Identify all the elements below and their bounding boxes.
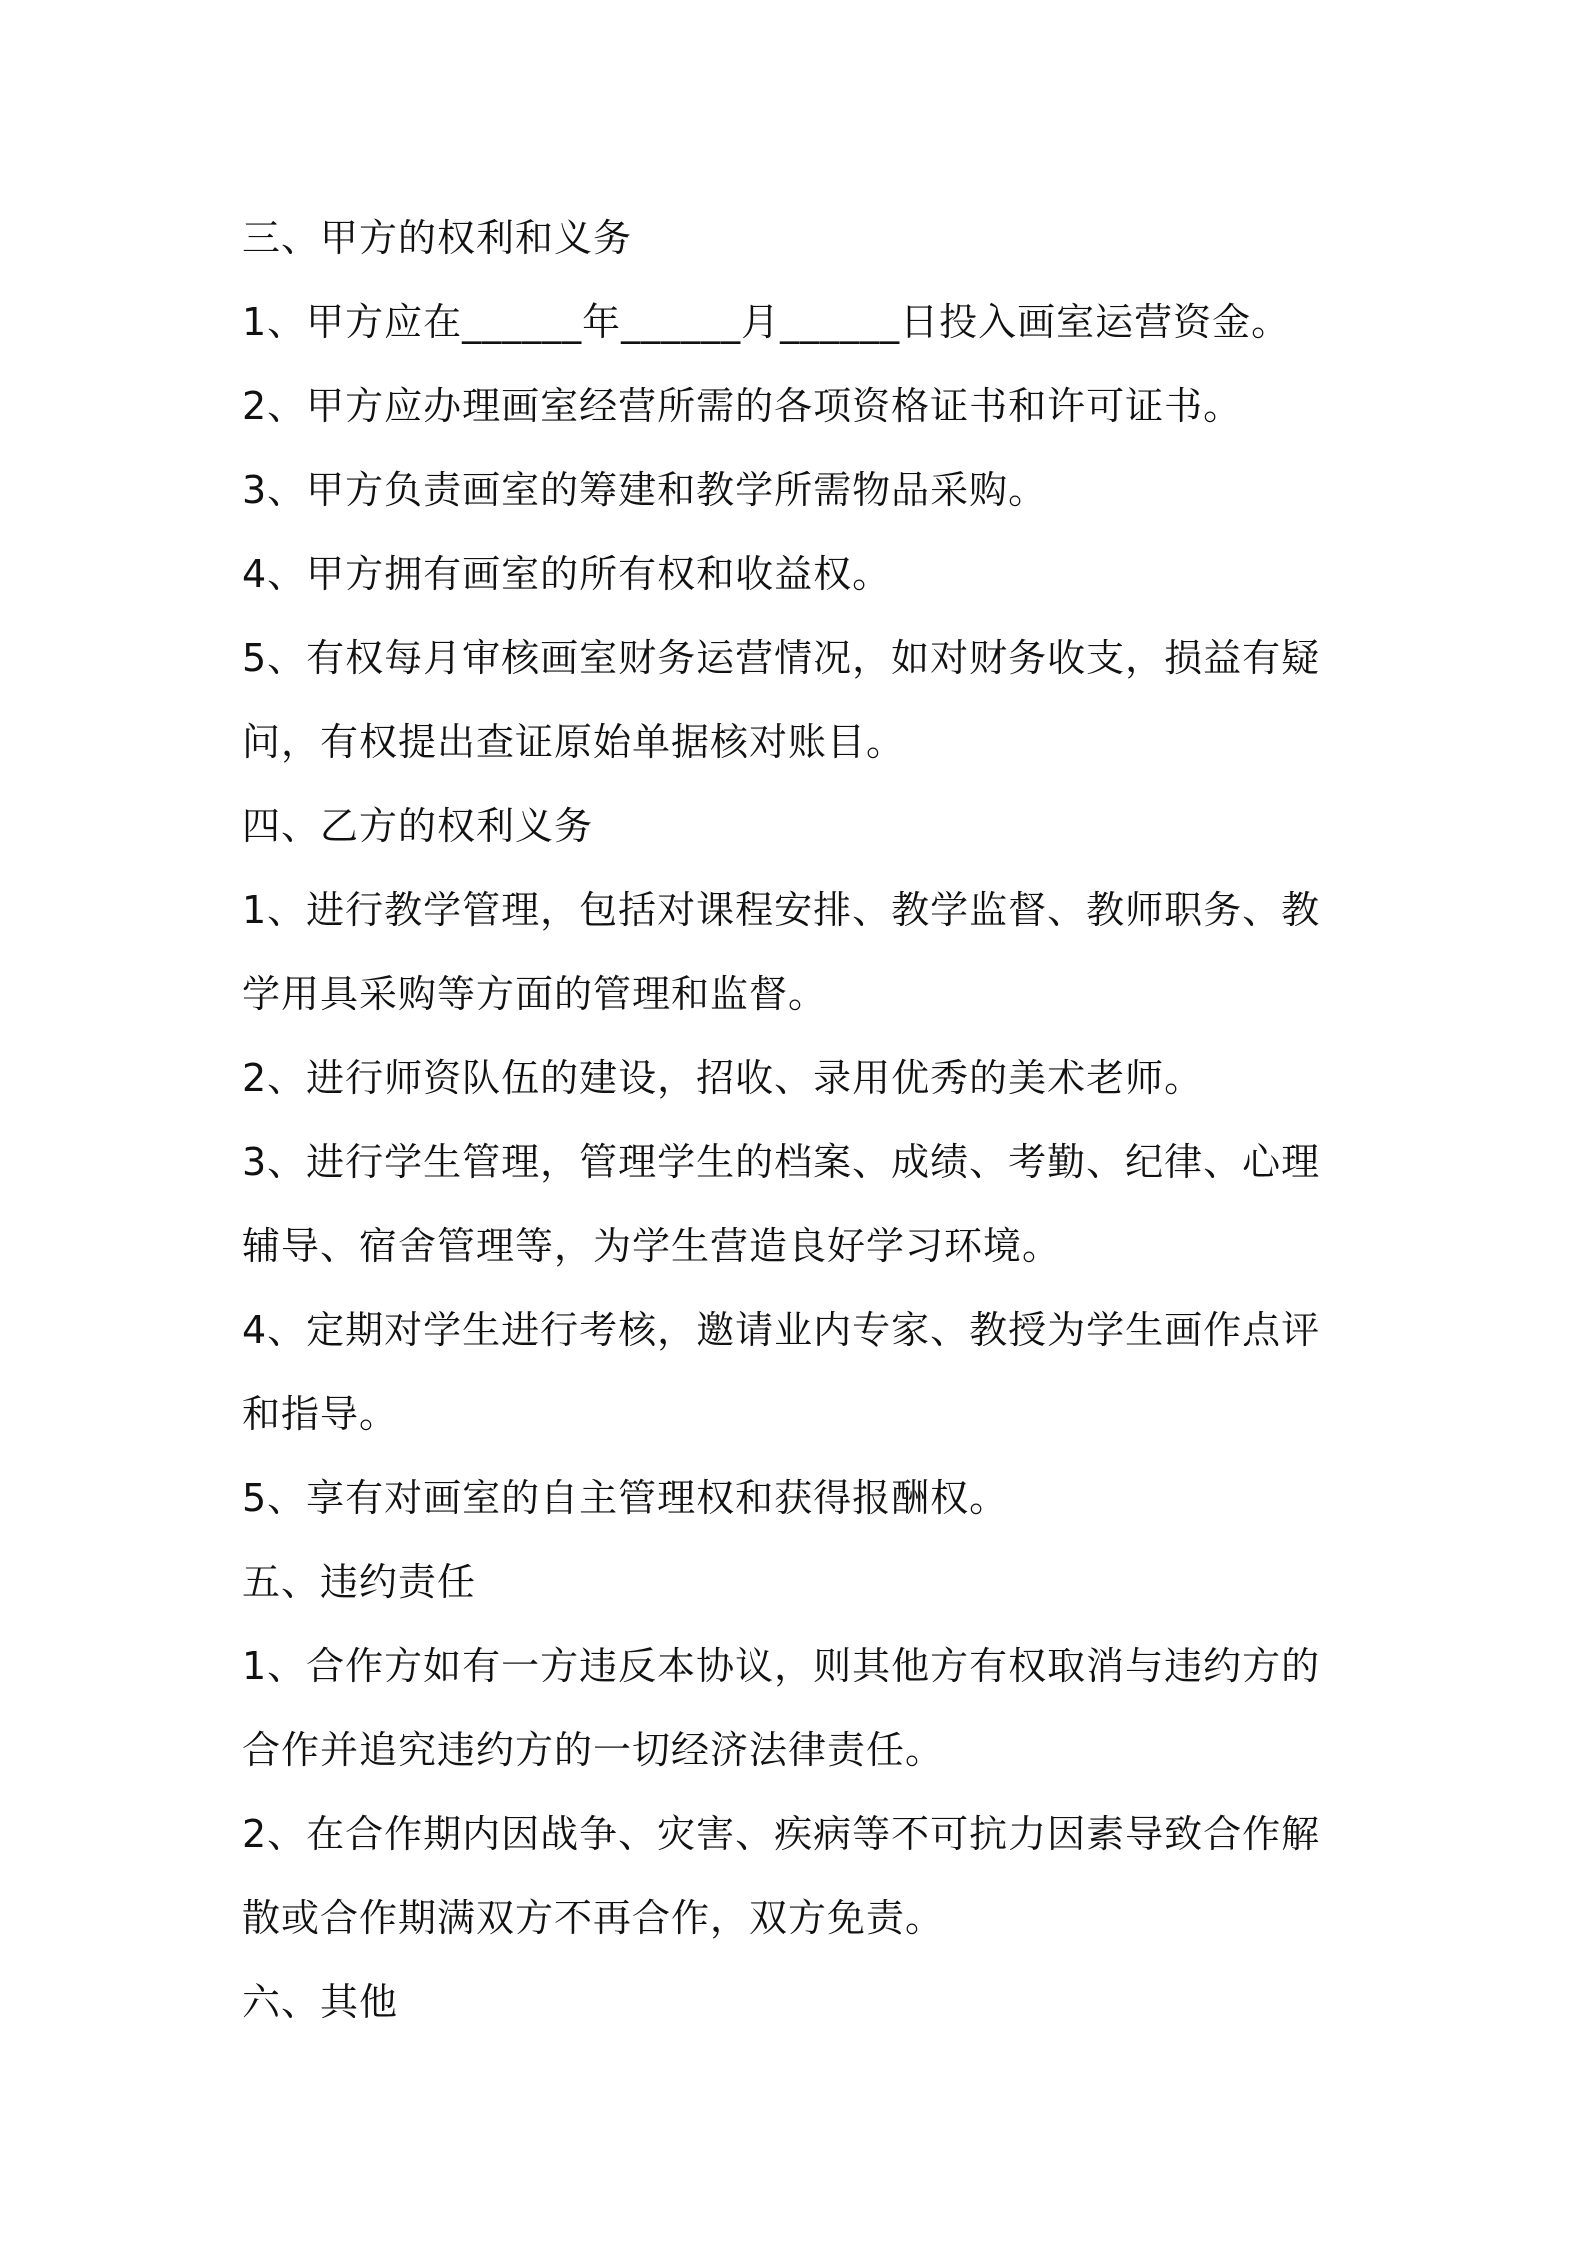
clause-b-4-line-2: 和指导。 (242, 1392, 399, 1436)
clause-b-3-line-2: 辅导、宿舍管理等，为学生营造良好学习环境。 (242, 1224, 1062, 1268)
clause-a-5-line-1: 5、有权每月审核画室财务运营情况，如对财务收支，损益有疑 (242, 636, 1321, 680)
clause-b-1-line-1: 1、进行教学管理，包括对课程安排、教学监督、教师职务、教 (242, 888, 1321, 932)
clause-b-5: 5、享有对画室的自主管理权和获得报酬权。 (242, 1476, 1009, 1520)
clause-breach-1-line-1: 1、合作方如有一方违反本协议，则其他方有权取消与违约方的 (242, 1644, 1321, 1688)
clause-a-5-line-2: 问，有权提出查证原始单据核对账目。 (242, 720, 906, 764)
section-heading-party-a-rights: 三、甲方的权利和义务 (242, 216, 633, 260)
clause-a-3: 3、甲方负责画室的筹建和教学所需物品采购。 (242, 468, 1048, 512)
section-heading-breach: 五、违约责任 (242, 1560, 477, 1604)
clause-b-3-line-1: 3、进行学生管理，管理学生的档案、成绩、考勤、纪律、心理 (242, 1140, 1321, 1184)
document-body (242, 196, 1357, 2044)
clause-breach-1-line-2: 合作并追究违约方的一切经济法律责任。 (242, 1728, 945, 1772)
clause-breach-2-line-2: 散或合作期满双方不再合作，双方免责。 (242, 1896, 945, 1940)
clause-b-4-line-1: 4、定期对学生进行考核，邀请业内专家、教授为学生画作点评 (242, 1308, 1321, 1352)
section-heading-other: 六、其他 (242, 1980, 399, 2024)
section-heading-party-b-rights: 四、乙方的权利义务 (242, 804, 594, 848)
clause-a-2: 2、甲方应办理画室经营所需的各项资格证书和许可证书。 (242, 384, 1243, 428)
clause-b-1-line-2: 学用具采购等方面的管理和监督。 (242, 972, 828, 1016)
clause-breach-2-line-1: 2、在合作期内因战争、灾害、疾病等不可抗力因素导致合作解 (242, 1812, 1321, 1856)
clause-b-2: 2、进行师资队伍的建设，招收、录用优秀的美术老师。 (242, 1056, 1204, 1100)
clause-a-1: 1、甲方应在______年______月______日投入画室运营资金。 (242, 300, 1291, 344)
clause-a-4: 4、甲方拥有画室的所有权和收益权。 (242, 552, 892, 596)
